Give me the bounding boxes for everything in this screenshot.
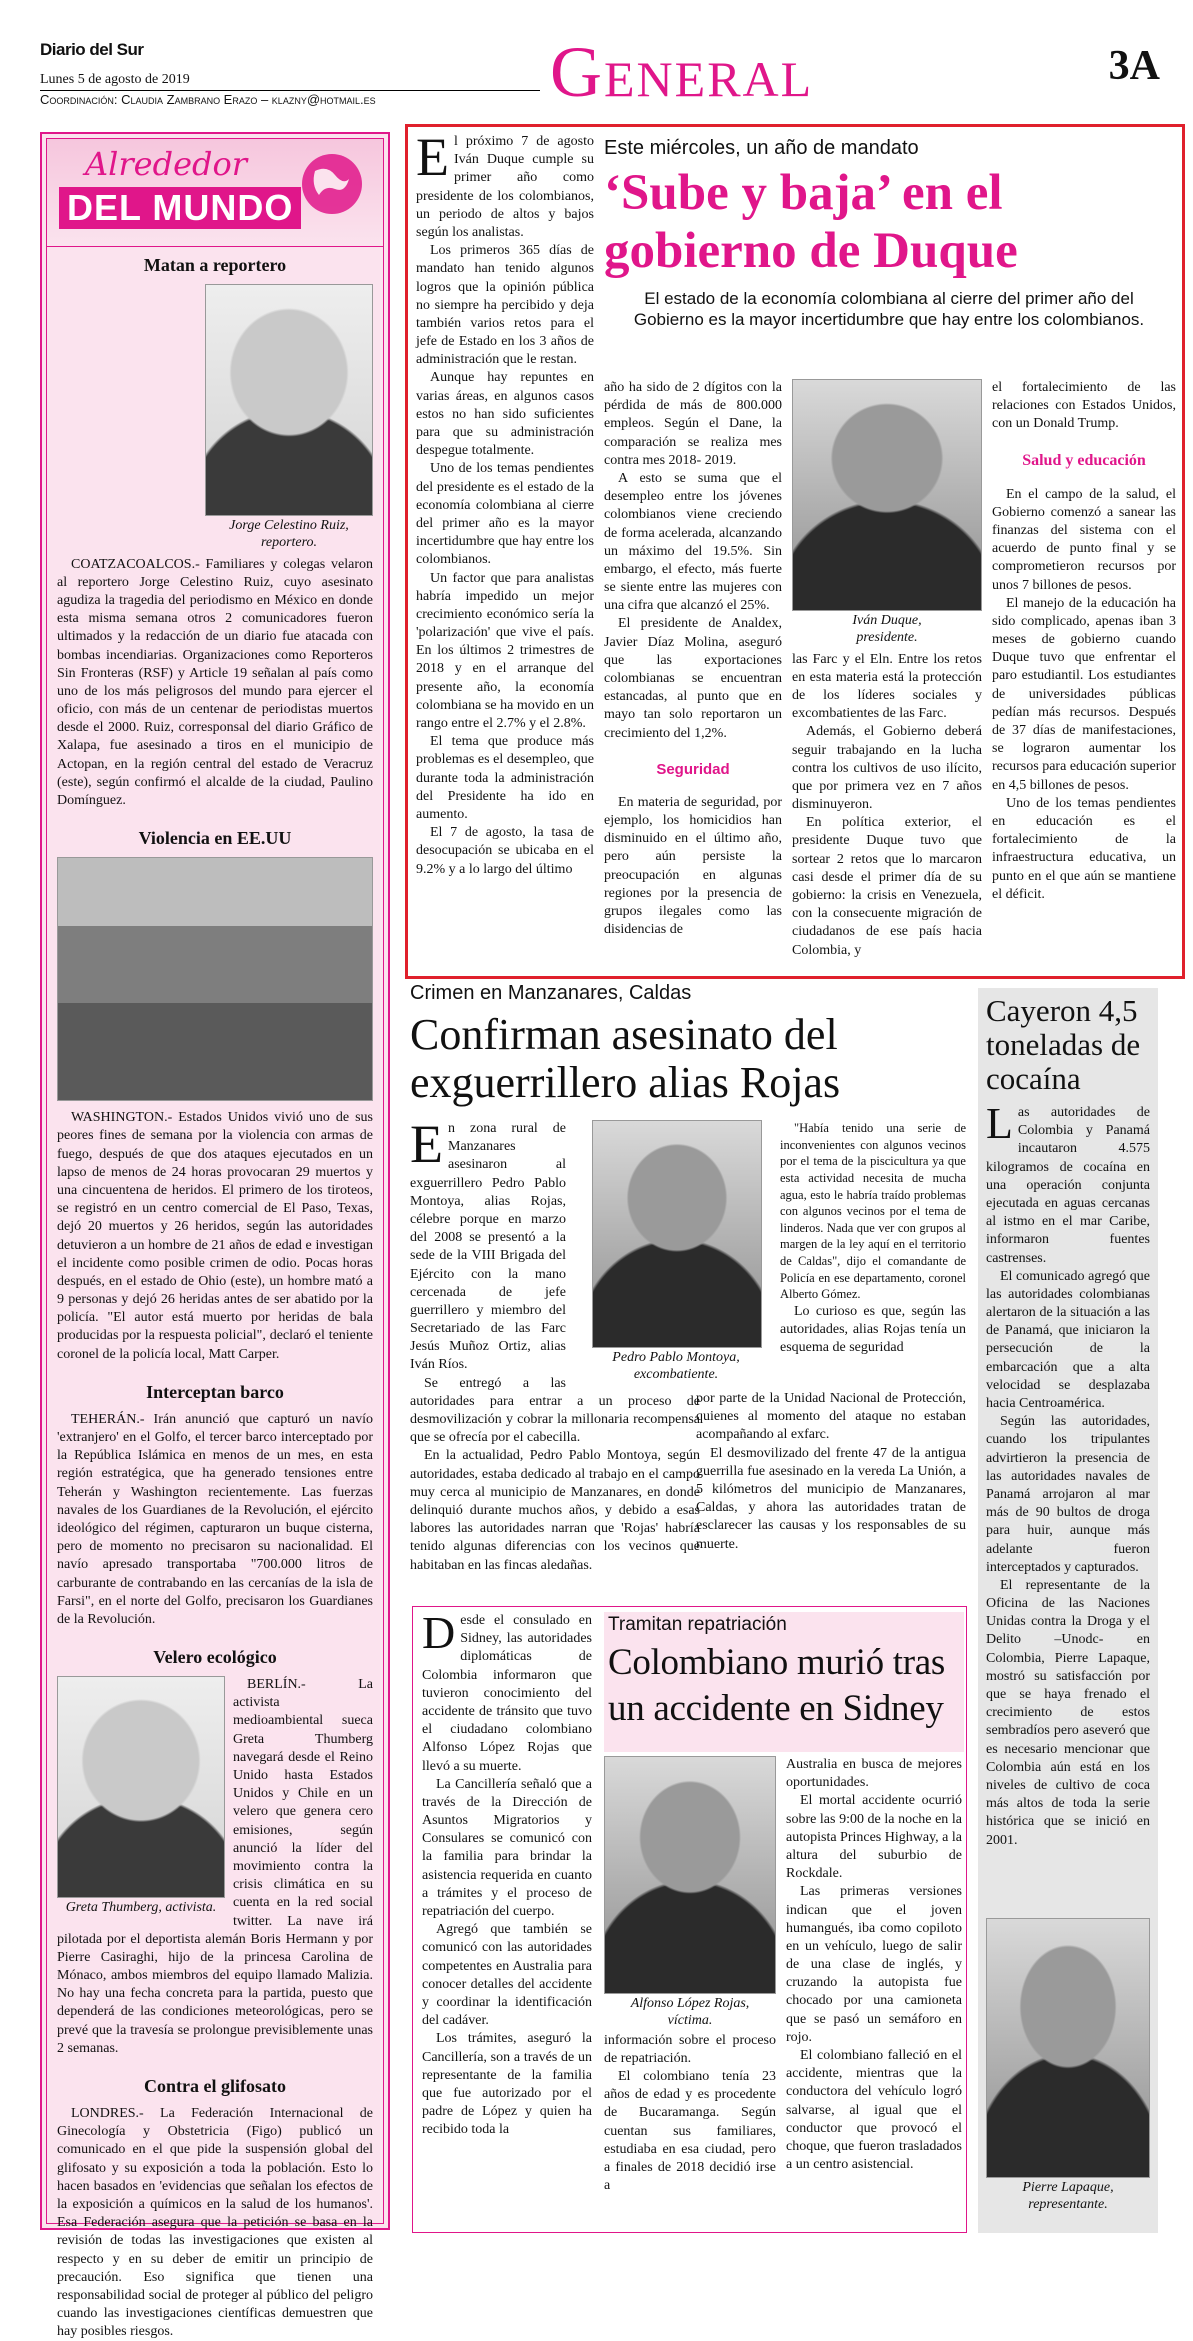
sidney-paragraph: Los trámites, aseguró la Cancillería, son a través de un representante de la familia que fue autorizado por el padre de López y quien ha recibido toda la bbox=[422, 2031, 592, 2138]
violence-text: WASHINGTON.- Estados Unidos vivió uno de sus peores fines de semana por la violencia con armas de fuego, después de que dos ataques ejecutados en un lapso de menos de 24 horas provocaran 29 muertos y una cincuentena de heridos. El primero de los tiroteos, se registró en un centro comercial de El Paso, Texas, dejó 20 muertos y 26 heridos, según las autoridades detuvieron a un hombre de 21 años de edad e investigan el incidente como posible crimen de odio. Pocas horas después, en el estado de Ohio (este), un hombre mató a 9 personas y dejó 26 heridas antes de ser abatido por la policía. "El autor está muerto por heridas de bala producidas por la respuesta policial", declaró el teniente coronel de la policía local, Matt Carper. bbox=[57, 1110, 373, 1362]
sidney-paragraph: El mortal accidente ocurrió sobre las 9:00 de la noche en la autopista Princes Highway, a la altura del suburbio de Rockdale. bbox=[786, 1793, 962, 1882]
sidney-column-2 bbox=[604, 1756, 776, 2232]
reporter-photo-block bbox=[205, 284, 373, 552]
lead-headline: ‘Sube y baja’ en el gobierno de Duque bbox=[604, 165, 1018, 279]
sidney-dropcap: D bbox=[422, 1607, 456, 1658]
lead-paragraph: El tema que produce más problemas es el desempleo, que durante toda la administración del Presidente ha ido en aumento. bbox=[416, 734, 594, 822]
lead-paragraph: Uno de los temas pendientes en educación es el fortalecimiento de la infraestructura educativa, un punto en el que aún se mantiene el déficit. bbox=[992, 795, 1176, 902]
lead-paragraph: El 7 de agosto, la tasa de desocupación se ubicaba en el 9.2% y a lo largo del último bbox=[416, 825, 594, 877]
lead-paragraph: Un factor que para analistas habría impedido un mejor crecimiento económico sería la 'polarización' que vive el país. En los últimos 2 trimestres de 2018 y en el arranque del presente año, la economía colombiana se ha movido en un rango entre el 2.7% y el 2.8%. bbox=[416, 570, 594, 731]
sidney-paragraph: Australia en busca de mejores oportunidades. bbox=[786, 1757, 962, 1791]
coordination-line: Coordinación: Claudia Zambrano Erazo – klazny@hotmail.es bbox=[40, 92, 376, 107]
cocaina-paragraph: Según las autoridades, cuando los tripulantes advirtieron la presencia de las autoridades navales de Panamá arrojaron al mar más de 90 bultos de droga para huir, aunque más adelante fueron interceptados y capturados. bbox=[986, 1414, 1150, 1575]
duque-caption: Iván Duque, presidente. bbox=[852, 613, 922, 645]
reporter-caption: Jorge Celestino Ruiz, reportero. bbox=[229, 518, 349, 550]
rojas-headline: Confirman asesinato del exguerrillero alias Rojas bbox=[410, 1010, 841, 1107]
lead-paragraph: En el campo de la salud, el Gobierno comenzó a sanear las finanzas del sistema con el acuerdo de punto final y se comprometieron recursos por unos 7 billones de pesos. bbox=[992, 486, 1176, 593]
rojas-paragraph: n zona rural de Manzanares asesinaron al exguerrillero Pedro Pablo Montoya, alias Rojas, célebre porque en marzo del 2008 se presentó a la sede de la VIII Brigada del Ejército con la mano cercenada de jefe guerrillero y miembro del Secretariado de las Farc Jesús Muñoz Ortiz, alias Iván Ríos. bbox=[410, 1121, 566, 1373]
sidney-column-1 bbox=[422, 1607, 592, 2232]
sidney-header bbox=[604, 1612, 964, 1752]
globe-icon bbox=[297, 149, 367, 219]
reporter-photo bbox=[205, 284, 373, 516]
section-title: General bbox=[550, 32, 814, 112]
rojas-paragraph: por parte de la Unidad Nacional de Protección, quienes al momento del ataque no estaban acompañando al exfarc. bbox=[696, 1391, 966, 1443]
rojas-paragraph: "Había tenido una serie de inconvenientes con algunos vecinos por el tema de la piscicultura ya que esta actividad necesita de mucha agua, esto le habría traído problemas con algunos vecinos por el tema de linderos. Nada que ver con grupos al margen de la ley aquí en el territorio de Caldas", dijo el comandante de Policía en ese departamento, coronel Alberto Gómez. bbox=[780, 1121, 966, 1302]
lead-paragraph: el fortalecimiento de las relaciones con Estados Unidos, con un Donald Trump. bbox=[992, 380, 1176, 432]
sidney-headline: Colombiano murió tras un accidente en Sidney bbox=[608, 1642, 945, 1729]
reporter-text: COATZACOALCOS.- Familiares y colegas velaron al reportero Jorge Celestino Ruiz, cuyo asesinato agudiza la tragedia del periodismo en México en donde esta misma semana otros 2 comunicadores fueron ultimados y la redacción de un diario fue atacada con bombas incendiarias. Organizaciones como Reporteros Sin Fronteras (RSF) y Article 19 señalan al país como uno de los más peligrosos del mundo para ejercer el oficio, con más de un centenar de periodistas muertos desde el 2000. Ruiz, corresponsal del diario Gráfico de Xalapa, fue asesinado a tiros en el municipio de Actopan, en la región central del estado de Veracruz (este), según confirmó el alcalde de la ciudad, Paulino Domínguez. bbox=[57, 556, 373, 809]
logo-top-text: Alrededor bbox=[85, 145, 248, 183]
sidebar-item-title: Matan a reportero bbox=[143, 255, 287, 275]
lead-kicker: Este miércoles, un año de mandato bbox=[604, 137, 919, 159]
masthead bbox=[40, 30, 1160, 120]
lopez-caption: Alfonso López Rojas, víctima. bbox=[630, 1996, 750, 2028]
lead-paragraph: Además, el Gobierno deberá seguir trabajando en la lucha contra los cultivos de uso ilícito, que por primera vez en 7 años disminuyeron. bbox=[792, 724, 982, 813]
sidebar-item-body bbox=[47, 1101, 383, 1364]
lapaque-caption: Pierre Lapaque, representante. bbox=[1022, 2180, 1114, 2212]
sidney-paragraph: El colombiano falleció en el accidente, mientras que la conductora del vehículo logró salvarse, al igual que el conductor que provocó el choque, que fueron trasladados a un centro asistencial. bbox=[786, 2048, 962, 2173]
sidney-paragraph: El colombiano tenía 23 años de edad y es procedente de Bucaramanga. Según cuentan sus familiares, estudiaba en esa ciudad, pero a finales de 2018 decidió irse a bbox=[604, 2068, 776, 2194]
lead-paragraph: las Farc y el Eln. Entre los retos en esta materia está la protección de los líderes sociales y excombatientes de las Farc. bbox=[792, 651, 982, 722]
lead-column-3 bbox=[792, 379, 982, 969]
glyphosate-text: LONDRES.- La Federación Internacional de Ginecología y Obstetricia (Figo) publicó un comunicado en el que pide la suspensión global del glifosato y su exposición a toda la población. Esto lo hacen basados en 'evidencias que señalan los efectos de la exposición a químicos en la salud de los humanos'. Esa Federación asegura que la petición se basa en la revisión de todas las investigaciones que existen al respecto y en su deber de emitir un principio de precaución. Eso significa que tienen una responsabilidad social de proteger al público del peligro cuando las investigaciones científicas demuestren que hay posibles riesgos. bbox=[57, 2106, 373, 2340]
rojas-paragraph: Lo curioso es que, según las autoridades, alias Rojas tenía un esquema de seguridad bbox=[780, 1303, 966, 1356]
greta-photo-block bbox=[57, 1676, 225, 1917]
lopez-photo bbox=[604, 1756, 776, 1994]
rojas-paragraph: En la actualidad, Pedro Pablo Montoya, según autoridades, estaba dedicado al trabajo en el campo muy cerca al municipio de Manzanares, en donde delinquió durante muchos años, y debido a esas labores las autoridades narran que 'Rojas' habría tenido algunas diferencias con los vecinos que habitaban en las fincas aledañas. bbox=[410, 1448, 700, 1573]
sidebar-item-body bbox=[47, 1668, 383, 2058]
logo-bottom-text: DEL MUNDO bbox=[59, 187, 301, 229]
sidney-column-3 bbox=[786, 1756, 962, 2232]
sidebar-frame bbox=[40, 132, 390, 2340]
sidebar-item-body bbox=[47, 276, 383, 810]
lead-paragraph: El presidente de Analdex, Javier Díaz Molina, aseguró que las exportaciones colombianas se encuentran estancadas, al punto que en mayo tan solo reportaron un crecimiento del 1,2%. bbox=[604, 616, 782, 741]
lead-paragraph: Los primeros 365 días de mandato han tenido algunos logros que la opinión pública no siempre ha percibido y deja también varios retos para el jefe de Estado en los 3 años de administración que le restan. bbox=[416, 243, 594, 368]
cocaina-body bbox=[986, 1099, 1150, 1850]
greta-caption: Greta Thumberg, activista. bbox=[65, 1900, 217, 1916]
lapaque-photo-block bbox=[986, 1918, 1150, 2228]
subhead-security: Seguridad bbox=[656, 760, 730, 778]
page-number: 3A bbox=[1108, 43, 1160, 89]
paper-name: Diario del Sur bbox=[40, 40, 144, 59]
sidney-paragraph: Las primeras versiones indican que el joven humangués, iba como copiloto en un vehículo, luego de salir de una clase de inglés, y cruzando la autopista fue chocado por una camioneta que se pasó un semáforo en rojo. bbox=[786, 1884, 962, 2045]
sidebar-item-body bbox=[47, 2097, 383, 2341]
duque-photo bbox=[792, 379, 982, 611]
lead-column-1 bbox=[416, 127, 594, 968]
rojas-story bbox=[410, 982, 970, 1602]
lead-paragraph: Uno de los temas pendientes del presidente es el estado de la economía colombiana al cierre del primer año es la mayor incertidumbre que hay entre los colombianos. bbox=[416, 461, 594, 568]
lead-paragraph: año ha sido de 2 dígitos con la pérdida de más de 800.000 empleos. Según el Dane, la comparación se realiza mes contra mes 2018- 2019. bbox=[604, 380, 782, 468]
lead-paragraph: A esto se suma que el desempleo entre los jóvenes colombianos viene creciendo de forma acelerada, alcanzando un máximo del 19.5%. Sin embargo, el efecto, más fuerte se siente entre las mujeres con una cifra que alcanzó el 25%. bbox=[604, 470, 782, 614]
sidebar-item-title: Contra el glifosato bbox=[144, 2076, 286, 2097]
sidebar-logo bbox=[47, 139, 383, 247]
lead-paragraph: En materia de seguridad, por ejemplo, los homicidios han disminuido en el último año, pero aún persiste la preocupación en algunas regiones por la presencia de grupos ilegales como las disidencias de bbox=[604, 794, 782, 938]
rojas-paragraph: El desmovilizado del frente 47 de la antigua guerrilla fue asesinado en la vereda La Unión, a 5 kilómetros del municipio de Manzanares, Caldas, y ahora las autoridades tratan de esclarecer las causas y los responsables de su muerte. bbox=[696, 1445, 966, 1552]
rojas-caption: Pedro Pablo Montoya, excombatiente. bbox=[612, 1350, 740, 1382]
sidney-paragraph: esde el consulado en Sidney, las autoridades diplomáticas de Colombia informaron que tuvieron conocimiento del accidente de tránsito que tuvo el ciudadano colombiano Alfonso López Rojas que llevó a su muerte. bbox=[422, 1613, 592, 1774]
rojas-column-2 bbox=[780, 1120, 966, 1370]
sidebar-item-title: Interceptan barco bbox=[146, 1381, 284, 1402]
lead-paragraph: El manejo de la educación ha sido complicado, apenas iban 3 meses de gobierno cuando Duque tuvo que enfrentar el paro estudiantil. Los estudiantes de universidades públicas pedían más recursos. Después de 37 días de manifestaciones, se lograron aumentar los recursos para educación superior en 4,5 billones de pesos. bbox=[992, 595, 1176, 793]
rojas-kicker: Crimen en Manzanares, Caldas bbox=[410, 982, 692, 1004]
sidney-kicker: Tramitan repatriación bbox=[608, 1614, 787, 1635]
lead-paragraph: Aunque hay repuntes en varias áreas, en algunos casos estos no han sido suficientes para que su administración despegue totalmente. bbox=[416, 370, 594, 459]
lead-column-2 bbox=[604, 379, 782, 969]
rojas-photo bbox=[592, 1120, 762, 1348]
rojas-photo-wrap bbox=[586, 1120, 766, 1388]
cocaina-paragraph: El comunicado agregó que las autoridades colombianas alertaron de la situación a las de Panamá, que iniciaron la persecución de la embarcación que a alta velocidad se desplazaba hacia Centroamérica. bbox=[986, 1268, 1150, 1411]
sidney-paragraph: La Cancillería señaló que a través de la Dirección de Asuntos Migratorios y Consulares se comunicó con la familia para brindar la asistencia requerida en cuanto a trámites y el proceso de repatriación del cuerpo. bbox=[422, 1776, 592, 1919]
cocaina-headline: Cayeron 4,5 toneladas de cocaína bbox=[986, 993, 1141, 1096]
sidney-paragraph: Agregó que también se comunicó con las autoridades competentes en Australia para conocer detalles del accidente y coordinar la identificación del cadáver. bbox=[422, 1922, 592, 2029]
shooting-photo bbox=[57, 857, 373, 1101]
sailboat-text: BERLÍN.- La activista medioambiental sueca Greta Thumberg navegará desde el Reino Unido hasta Estados Unidos y Chile en un velero que genera cero emisiones, según anunció la líder del movimiento contra la crisis climática en su cuenta en la red social twitter. La nave irá pilotada por el deportista alemán Boris Hermann y por Pierre Casiraghi, hijo de la princesa Carolina de Mónaco, ambos miembros del equipo llamado Malizia. No hay una fecha concreta para la partida, puesto que dependerá de las condiciones meteorológicas, pero se prevé que la travesía se prolongue previsiblemente unas 2 semanas. bbox=[57, 1677, 373, 2056]
sidebar-inner bbox=[46, 138, 384, 2340]
lead-dropcap: E bbox=[416, 127, 449, 187]
sidebar-item-body bbox=[47, 1403, 383, 1629]
lapaque-photo bbox=[986, 1918, 1150, 2178]
edition-date: Lunes 5 de agosto de 2019 bbox=[40, 72, 540, 91]
lead-paragraph: l próximo 7 de agosto Iván Duque cumple su primer año como presidente de los colombianos, un periodo de altos y bajos según los analistas. bbox=[416, 134, 594, 240]
lead-deck: El estado de la economía colombiana al cierre del primer año del Gobierno es la mayor incertidumbre que hay entre los colombianos. bbox=[633, 289, 1145, 329]
lead-story-frame bbox=[405, 124, 1185, 979]
sidebar-item-title: Violencia en EE.UU bbox=[138, 828, 292, 849]
sidebar-item-title: Velero ecológico bbox=[153, 1647, 277, 1668]
sidney-paragraph: información sobre el proceso de repatriación. bbox=[604, 2032, 776, 2066]
subhead-health: Salud y educación bbox=[1022, 451, 1146, 469]
ship-text: TEHERÁN.- Irán anunció que capturó un navío 'extranjero' en el Golfo, el tercer barco interceptado por la República Islámica en menos de un mes, en esta región estratégica, que ha generado tensiones entre Teherán y Washington recientemente. Las fuerzas navales de los Guardianes de la Revolución, el ejército ideológico del régimen, capturaron un buque cisterna, pero de momento no precisaron su nacionalidad. El navío apresado transportaba "700.000 litros de carburante de contrabando en las cercanías de la isla de Farsi", en el norte del Golfo, precisaron los Guardianes de la Revolución. bbox=[57, 1411, 373, 1627]
greta-photo bbox=[57, 1676, 225, 1898]
cocaina-story bbox=[978, 988, 1158, 2233]
lead-paragraph: En política exterior, el presidente Duque tuvo que sortear 2 retos que lo marcaron casi desde el primer día de su gobierno: la crisis en Venezuela, con la consecuente migración de ciudadanos de ese país hacia Colombia, y bbox=[792, 815, 982, 958]
lead-header bbox=[604, 131, 1174, 377]
cocaina-dropcap: L bbox=[986, 1099, 1013, 1148]
lead-column-4 bbox=[992, 379, 1176, 969]
rojas-paragraph: Se entregó a las autoridades para entrar a un proceso de desmovilización y cobrar la millonaria recompensa que se ofrecía por el cabecilla. bbox=[410, 1375, 700, 1446]
cocaina-paragraph: El representante de la Oficina de las Naciones Unidas contra la Droga y el Delito –Unodc- en Colombia, Pierre Lapaque, mostró su satisfacción por que se haya frenado el crecimiento de estos sembradíos pero aseveró que es necesario mencionar que Colombia aún está en los niveles de cultivo de coca más altos de toda la serie histórica que se inició en 2001. bbox=[986, 1577, 1150, 1848]
rojas-dropcap: E bbox=[410, 1114, 443, 1174]
rojas-column-3 bbox=[696, 1390, 966, 1600]
cocaina-paragraph: as autoridades de Colombia y Panamá incautaron 4.575 kilogramos de cocaína en una operación conjunta ejecutada en aguas cercanas al istmo en el mar Caribe, informaron fuentes castrenses. bbox=[986, 1105, 1150, 1266]
